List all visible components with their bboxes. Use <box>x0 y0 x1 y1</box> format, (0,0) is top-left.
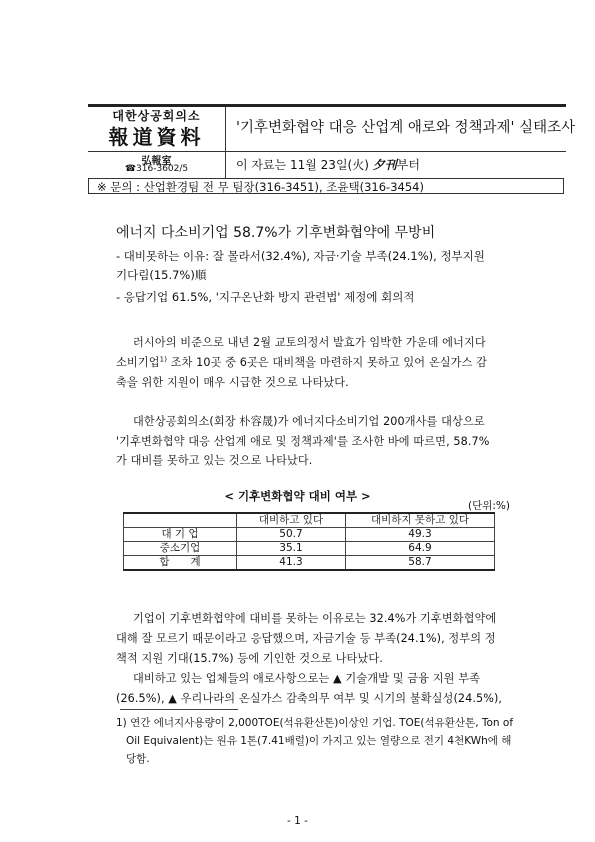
organization-name: 대한상공회의소 <box>112 109 201 123</box>
office-name: 弘報室 <box>141 156 172 167</box>
table-header-row <box>124 513 495 528</box>
table-cell: 합 계 <box>124 556 237 571</box>
bullet-line: - 응답기업 61.5%, '지구온난화 방지 관련법' 제정에 회의적 <box>116 290 415 304</box>
table-row <box>124 542 495 556</box>
press-release-label: 報道資料 <box>108 125 205 149</box>
table-cell: 35.1 <box>237 542 346 556</box>
release-prefix: 이 자료는 11월 23일(火) <box>236 158 373 172</box>
footnote-ref: 1) <box>159 355 168 364</box>
footnote-rule <box>120 709 238 710</box>
document-title: '기후변화협약 대응 산업계 애로와 정책과제' 실태조사 <box>236 120 576 136</box>
table-cell: 41.3 <box>237 556 346 571</box>
paragraph-line: (26.5%), ▲ 우리나라의 온실가스 감축의무 여부 및 시기의 불확실성(24.5%), <box>116 692 503 705</box>
paragraph-text: 조차 10곳 중 6곳은 대비책을 마련하지 못하고 있어 온실가스 감 <box>167 356 488 369</box>
paragraph-line: 대한상공회의소(회장 朴容晟)가 에너지다소비기업 200개사를 대상으로 <box>133 415 485 428</box>
footnote-line: Oil Equivalent)는 원유 1톤(7.41배럴)이 가지고 있는 열량으로 전기 4천KWh에 해 <box>126 735 512 747</box>
press-release-header <box>88 104 576 196</box>
footnote-line: 1) 연간 에너지사용량이 2,000TOE(석유환산톤)이상인 기업. TOE(석유환산톤, Ton of <box>116 717 514 729</box>
table-cell: 중소기업 <box>124 542 237 556</box>
paragraph-line: 기업이 기후변화협약에 대비를 못하는 이유로는 32.4%가 기후변화협약에 <box>133 612 497 625</box>
paragraph-line: 대비하고 있는 업체들의 애로사항으로는 ▲ 기술개발 및 금융 지원 부족 <box>133 672 481 685</box>
paragraph-line: '기후변화협약 대응 산업계 애로 및 정책과제'를 조사한 바에 따르면, 58.7% <box>116 435 490 448</box>
table-cell: 49.3 <box>346 528 495 542</box>
preparedness-table <box>123 512 495 571</box>
table-header-cell: 대비하고 있다 <box>237 513 346 528</box>
footnote-line: 당함. <box>126 753 150 765</box>
paragraph-line <box>116 354 487 370</box>
release-suffix: 부터 <box>396 158 420 172</box>
headline: 에너지 다소비기업 58.7%가 기후변화협약에 무방비 <box>116 225 436 241</box>
page-number: - 1 - <box>287 815 308 827</box>
bullet-line: - 대비못하는 이유: 잘 몰라서(32.4%), 자금·기술 부족(24.1%), 정부지원 <box>116 249 485 263</box>
paragraph-line: 대해 잘 모르기 때문이라고 응답했으며, 자금기술 등 부족(24.1%), 정부의 정 <box>116 632 496 645</box>
table-header-cell <box>124 513 237 528</box>
table-unit: (단위:%) <box>468 500 510 512</box>
office-phone: ☎316-3602/5 <box>124 164 189 174</box>
release-date <box>236 156 420 173</box>
table-caption: < 기후변화협약 대비 여부 > <box>224 489 371 503</box>
header-org-cell <box>88 107 226 151</box>
contact-info: ※ 문의 : 산업환경팀 전 무 팀장(316-3451), 조윤택(316-3454) <box>88 178 564 194</box>
table-cell: 64.9 <box>346 542 495 556</box>
paragraph-line: 가 대비를 못하고 있는 것으로 나타났다. <box>116 454 313 467</box>
table-header-cell: 대비하지 못하고 있다 <box>346 513 495 528</box>
table-row <box>124 528 495 542</box>
paragraph-line: 축을 위한 지원이 매우 시급한 것으로 나타났다. <box>116 376 349 389</box>
table-cell: 50.7 <box>237 528 346 542</box>
bullet-line: 기다림(15.7%)順 <box>116 268 207 282</box>
table-row <box>124 556 495 571</box>
paragraph-line: 책적 지원 기대(15.7%) 등에 기인한 것으로 나타났다. <box>116 652 383 665</box>
table-cell: 58.7 <box>346 556 495 571</box>
paragraph-text: 소비기업 <box>116 356 160 369</box>
paragraph-line: 러시아의 비준으로 내년 2월 교토의정서 발효가 임박한 가운데 에너지다 <box>133 336 486 349</box>
header-office-cell <box>88 152 226 178</box>
release-evening: 夕刊 <box>372 158 397 172</box>
table-cell: 대 기 업 <box>124 528 237 542</box>
